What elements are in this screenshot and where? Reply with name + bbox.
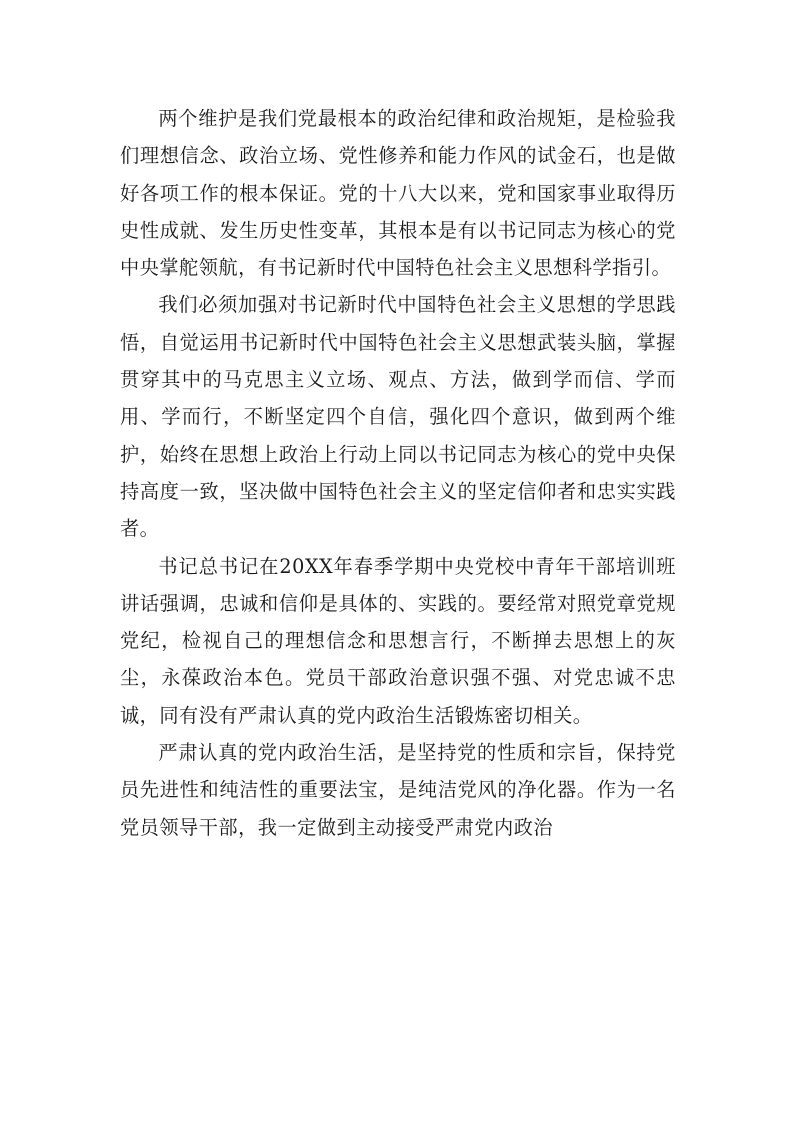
- paragraph-2: 我们必须加强对书记新时代中国特色社会主义思想的学思践悟，自觉运用书记新时代中国特色社会主义思想武装头脑，掌握贯穿其中的马克思主义立场、观点、方法，做到学而信、学而用、学而行，不断坚定四个自信，强化四个意识，做到两个维护，始终在思想上政治上行动上同以书记同志为核心的党中央保持高度一致，坚决做中国特色社会主义的坚定信仰者和忠实实践者。: [120, 293, 676, 541]
- paragraph-1: 两个维护是我们党最根本的政治纪律和政治规矩，是检验我们理想信念、政治立场、党性修养和能力作风的试金石，也是做好各项工作的根本保证。党的十八大以来，党和国家事业取得历史性成就、发生历史性变革，其根本是有以书记同志为核心的党中央掌舵领航，有书记新时代中国特色社会主义思想科学指引。: [120, 107, 676, 280]
- paragraph-4: 严肃认真的党内政治生活，是坚持党的性质和宗旨，保持党员先进性和纯洁性的重要法宝，是纯洁党风的净化器。作为一名党员领导干部，我一定做到主动接受严肃党内政治: [120, 741, 676, 839]
- document-body: [120, 100, 676, 846]
- paragraph-3: 书记总书记在20XX年春季学期中央党校中青年干部培训班讲话强调，忠诚和信仰是具体的、实践的。要经常对照党章党规党纪，检视自己的理想信念和思想言行，不断掸去思想上的灰尘，永葆政治本色。党员干部政治意识强不强、对党忠诚不忠诚，同有没有严肃认真的党内政治生活锻炼密切相关。: [120, 554, 676, 727]
